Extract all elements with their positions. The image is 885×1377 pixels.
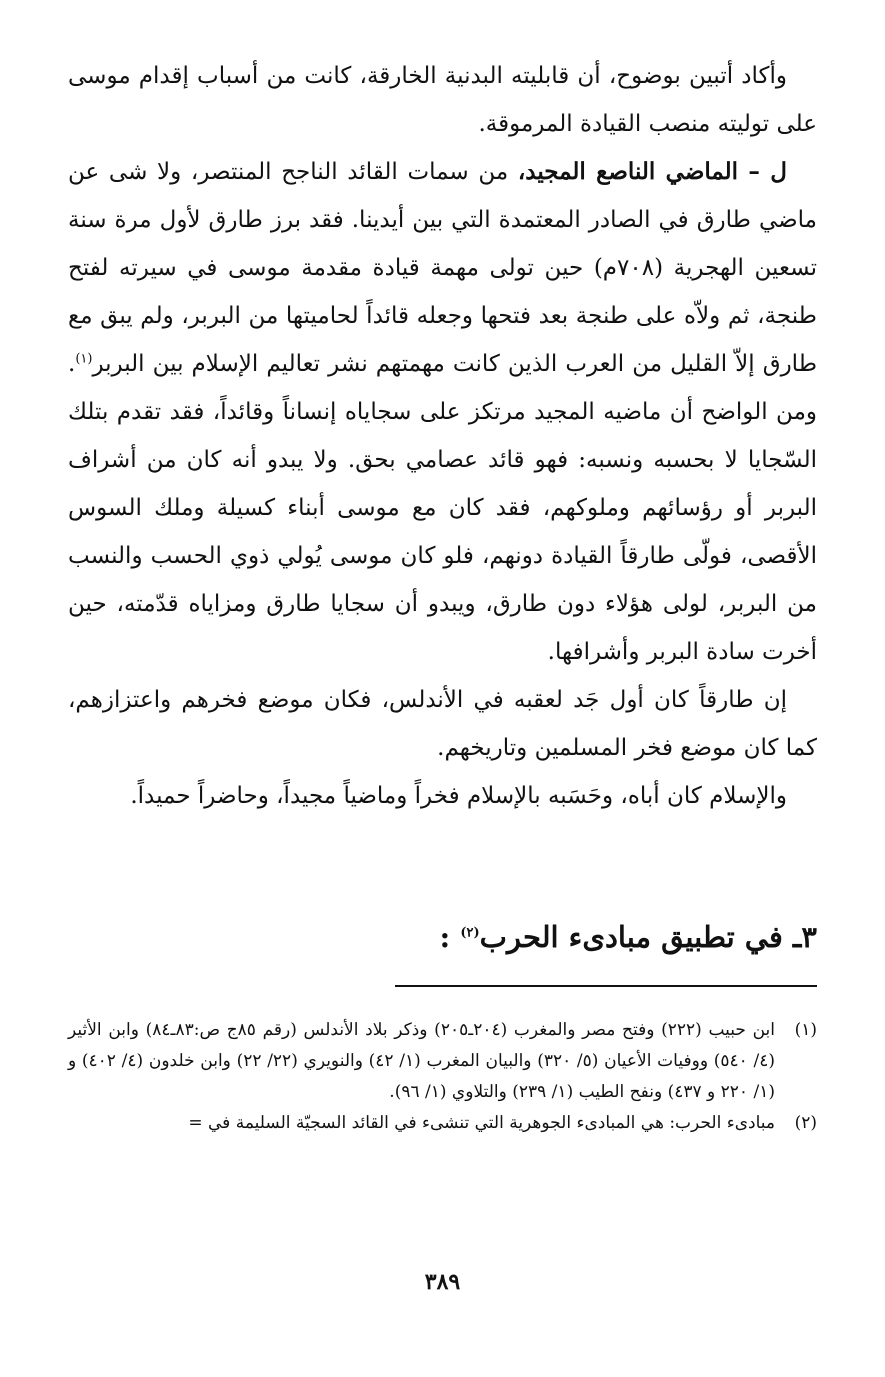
paragraph-4: [68, 772, 817, 820]
footnote-1-number: (١): [794, 1020, 817, 1040]
section-heading-text: ٣ـ في تطبيق مبادىء الحرب: [479, 920, 817, 954]
main-text: [68, 52, 817, 820]
paragraph-3: [68, 676, 817, 772]
section-heading: [68, 905, 817, 969]
paragraph-2-text-b: . ومن الواضح أن ماضيه المجيد مرتكز على سجاياه إنساناً وقائداً، فقد تقدم بتلك السّجايا لا بحسبه ونسبه: فهو قائد عصامي بحق. ولا يبدو أنه كان من أشراف البربر أو رؤسائهم وملوكهم، فقد كان مع موسى أبناء كسيلة وملك السوس الأقصى، فولّى طارقاً القيادة دونهم، فلو كان موسى يُولي ذوي الحسب والنسب من البربر، لولى هؤلاء دون طارق، ويبدو أن سجايا طارق ومزاياه قدّمته، حين أخرت سادة البربر وأشرافها.: [68, 351, 817, 665]
footnote-2-text: مبادىء الحرب: هي المبادىء الجوهرية التي تنشىء في القائد السجيّة السليمة في =: [188, 1113, 775, 1133]
paragraph-1: [68, 52, 817, 148]
paragraph-3-text: إن طارقاً كان أول جَد لعقبه في الأندلس، فكان موضع فخرهم واعتزازهم، كما كان موضع فخر المسلمين وتاريخهم.: [68, 687, 817, 761]
footnote-1: [68, 1015, 817, 1108]
paragraph-2: [68, 148, 817, 676]
paragraph-4-text: والإسلام كان أباه، وحَسَبه بالإسلام فخراً وماضياً مجيداً، وحاضراً حميداً.: [130, 783, 787, 809]
page-number: ٣٨٩: [424, 1269, 461, 1295]
footnote-ref-2: (٢): [460, 925, 480, 941]
footnote-ref-1: (١): [75, 351, 93, 367]
footnote-divider: [395, 985, 817, 987]
footnotes: [68, 1015, 817, 1139]
footnote-2: [68, 1108, 817, 1139]
paragraph-2-lead: ل – الماضي الناصع المجيد،: [517, 158, 787, 185]
section-heading-colon: :: [439, 920, 451, 954]
paragraph-2-text-a: من سمات القائد الناجح المنتصر، ولا شى عن ماضي طارق في الصادر المعتمدة التي بين أيدينا. فقد برز طارق لأول مرة سنة تسعين الهجرية (٧٠٨م) حين تولى مهمة قيادة مقدمة موسى في سيرته لفتح طنجة، ثم ولاّه على طنجة بعد فتحها وجعله قائداً لحاميتها من البربر، ولم يبق مع طارق إلاّ القليل من العرب الذين كانت مهمتهم نشر تعاليم الإسلام بين البربر: [68, 159, 818, 377]
footnote-2-number: (٢): [794, 1113, 817, 1133]
paragraph-1-text: وأكاد أتبين بوضوح، أن قابليته البدنية الخارقة، كانت من أسباب إقدام موسى على توليته منصب القيادة المرموقة.: [68, 63, 817, 137]
footnote-1-text: ابن حبيب (٢٢٢) وفتح مصر والمغرب (٢٠٤ـ٢٠٥) وذكر بلاد الأندلس (رقم ٨٥ج ص:٨٣ـ٨٤) وابن الأثير (٤/ ٥٤٠) ووفيات الأعيان (٥/ ٣٢٠) والبيان المغرب (١/ ٤٢) والنويري (٢٢/ ٢٢) وابن خلدون (٤/ ٤٠٢) و (١/ ٢٢٠ و ٤٣٧) ونفح الطيب (١/ ٢٣٩) والتلاوي (١/ ٩٦).: [68, 1020, 775, 1102]
